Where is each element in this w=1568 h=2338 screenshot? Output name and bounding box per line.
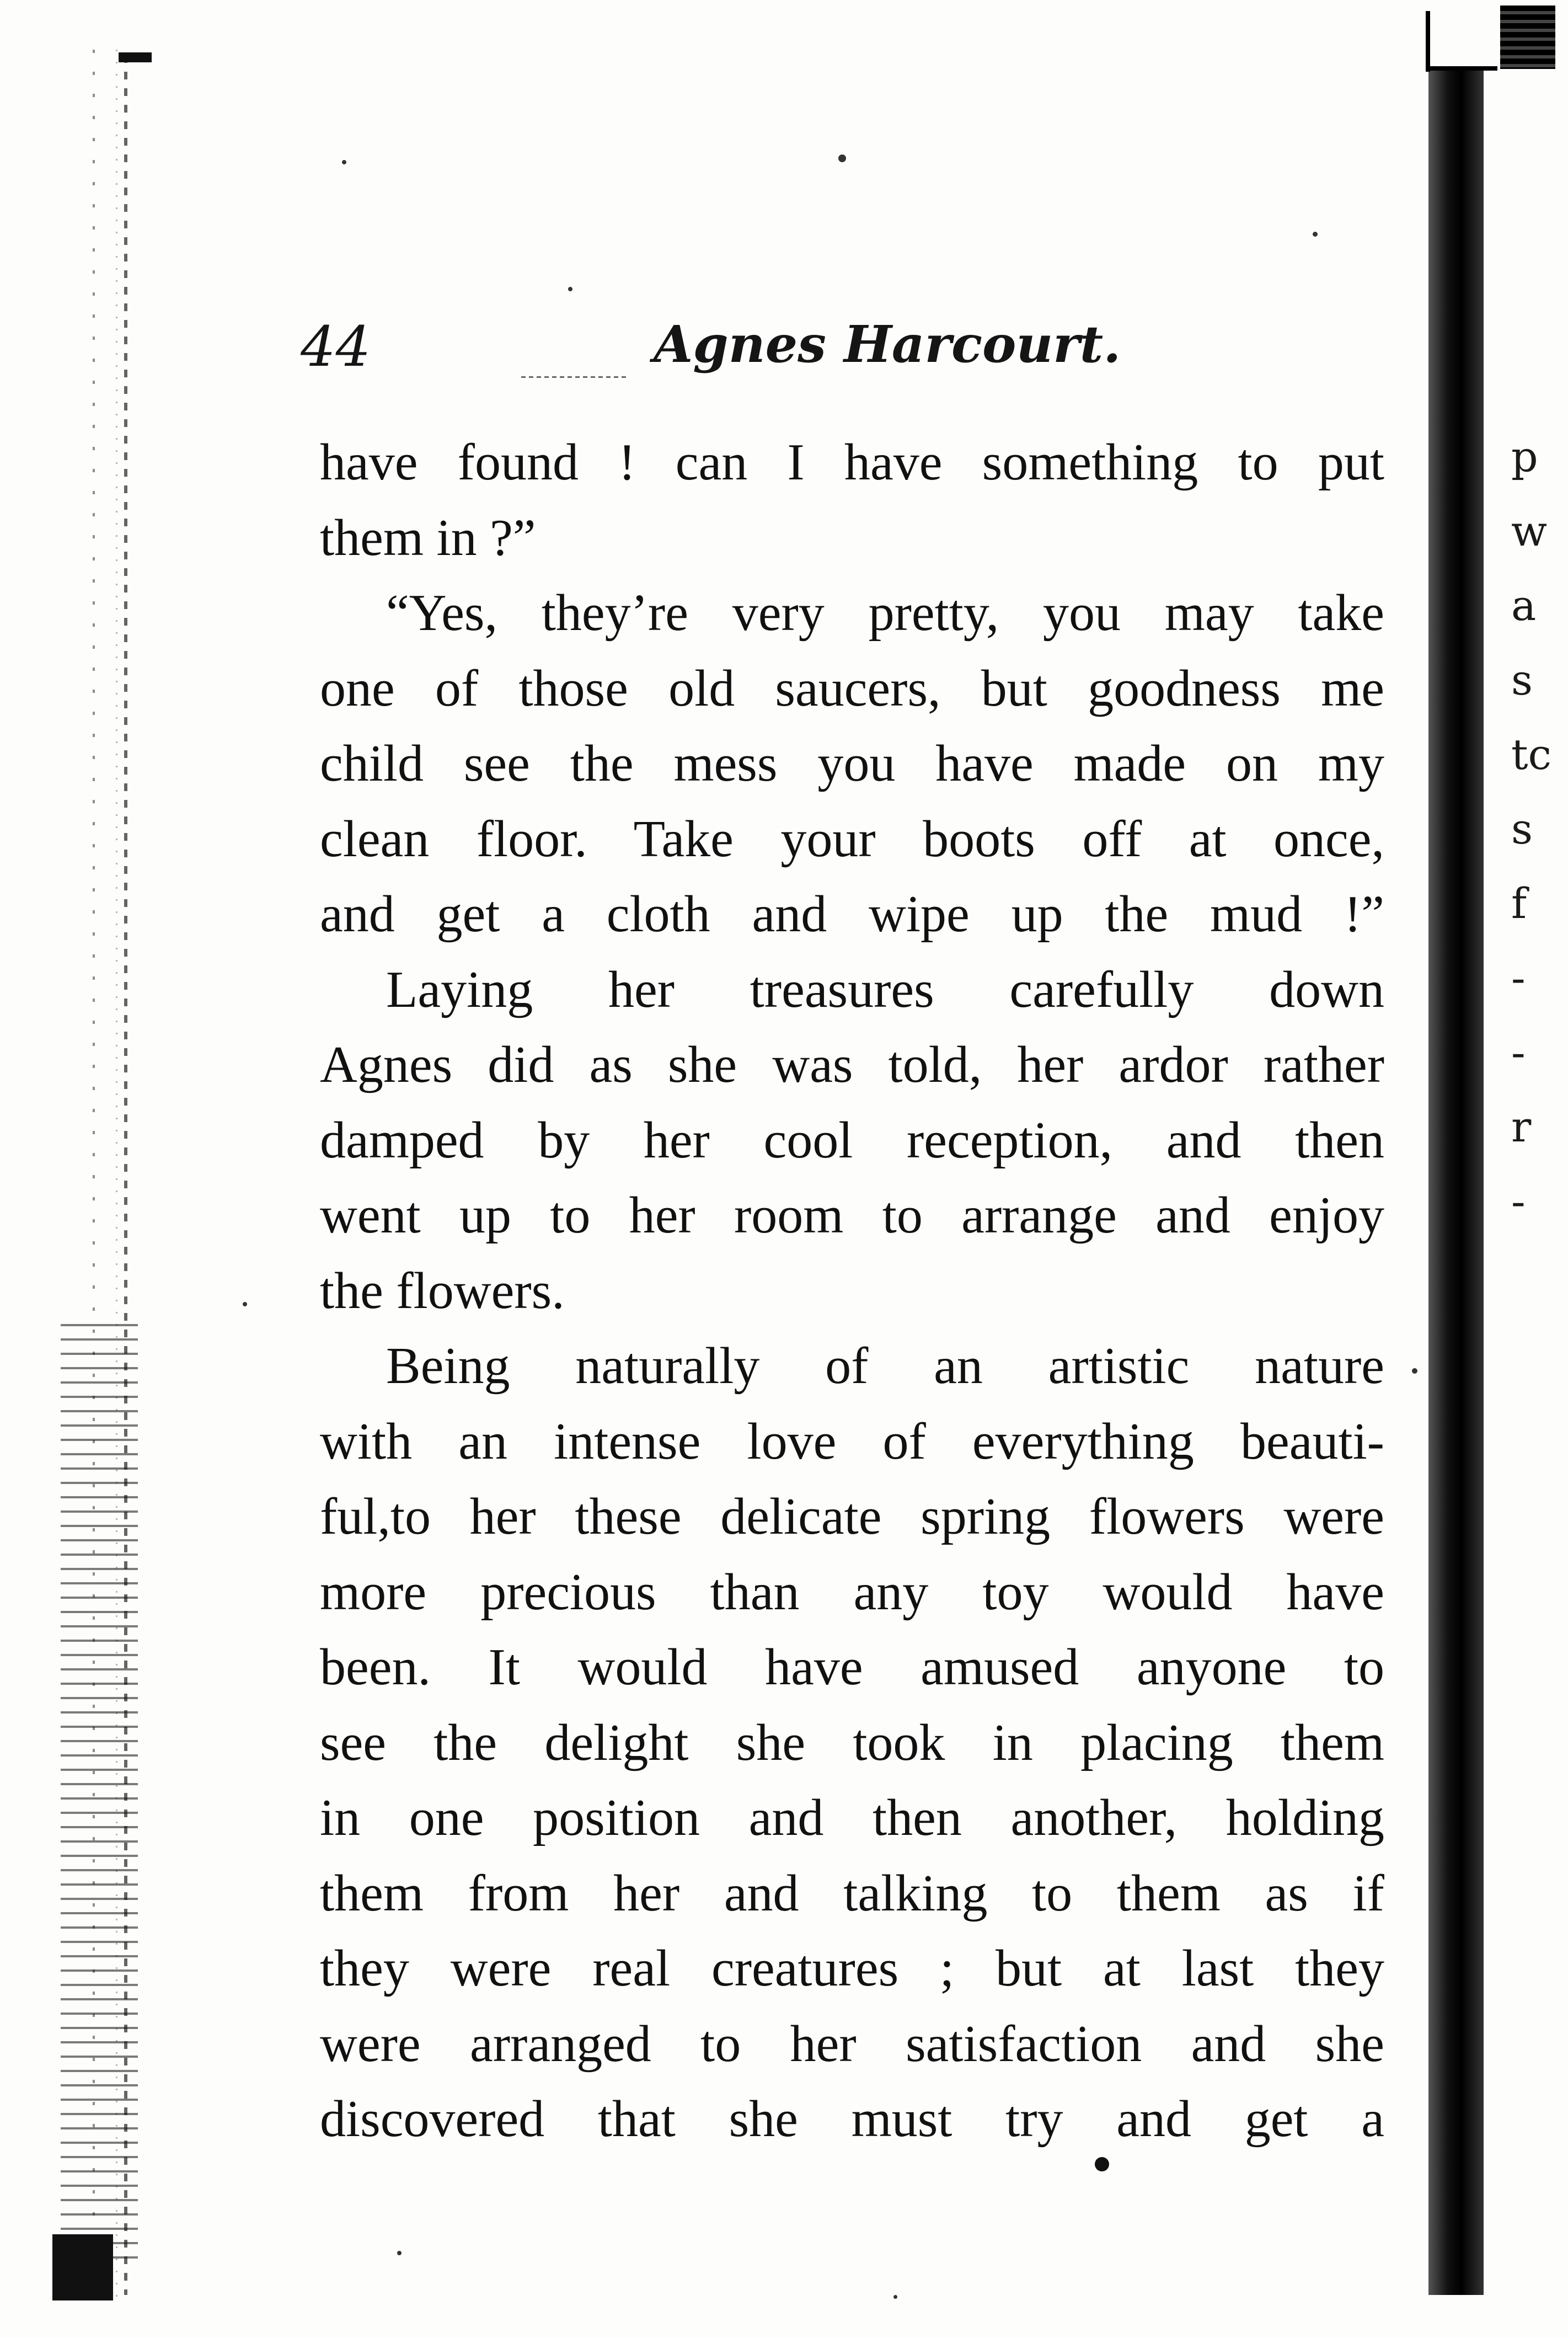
text-line: “Yes, they’re very pretty, you may take [386, 584, 1384, 642]
text-line: with an intense love of everything beauti- [320, 1412, 1384, 1470]
text-line: and get a cloth and wipe up the mud !” [320, 885, 1384, 943]
text-line: the flowers. [320, 1262, 565, 1320]
next-page-fragment-line: - [1511, 1028, 1526, 1077]
next-page-fragment [1511, 419, 1566, 1239]
text-line: Agnes did as she was told, her ardor rather [320, 1036, 1384, 1093]
gutter-top-line [1426, 11, 1430, 72]
text-line: they were real creatures ; but at last they [320, 1940, 1384, 1997]
next-page-fragment-line: tc [1511, 730, 1552, 779]
next-page-fragment-line: f [1511, 879, 1527, 928]
text-line: been. It would have amused anyone to [320, 1638, 1384, 1696]
ink-speck [893, 2295, 897, 2299]
page-number: 44 [301, 314, 371, 379]
gutter-top-bar [1426, 66, 1497, 71]
text-line: one of those old saucers, but goodness me [320, 659, 1384, 717]
body-text [320, 425, 1384, 2157]
next-page-fragment-line: a [1511, 581, 1537, 630]
ink-speck [342, 160, 346, 164]
scan-corner-mark [52, 2234, 113, 2300]
text-line: Laying her treasures carefully down [386, 960, 1384, 1018]
running-head: Agnes Harcourt. [654, 314, 1121, 374]
text-line: have found ! can I have something to put [320, 434, 1384, 491]
ink-speck [1412, 1368, 1417, 1374]
ink-speck [397, 2251, 402, 2255]
text-line: more precious than any toy would have [320, 1563, 1384, 1621]
ink-speck [568, 287, 572, 291]
text-line: discovered that she must try and get a [320, 2090, 1384, 2148]
text-line: damped by her cool reception, and then [320, 1111, 1384, 1169]
ink-speck [1313, 232, 1318, 237]
text-line: in one position and then another, holding [320, 1789, 1384, 1846]
next-page-fragment-line: p [1511, 432, 1538, 481]
next-page-fragment-line: - [1511, 1177, 1526, 1226]
text-line: clean floor. Take your boots off at once, [320, 810, 1384, 868]
ink-speck [1095, 2157, 1109, 2171]
text-line: went up to her room to arrange and enjoy [320, 1187, 1384, 1244]
next-page-fragment-line: s [1511, 804, 1533, 853]
text-line: ful,to her these delicate spring flowers were [320, 1488, 1384, 1545]
text-line: them in ?” [320, 509, 536, 567]
text-line: see the delight she took in placing them [320, 1714, 1384, 1771]
text-line: them from her and talking to them as if [320, 1864, 1384, 1922]
scan-top-mark [119, 52, 152, 62]
scan-top-right-block [1500, 6, 1555, 69]
ink-speck [243, 1302, 247, 1306]
next-page-fragment-line: - [1511, 953, 1526, 1002]
page-gutter-shadow [1428, 66, 1484, 2295]
text-line: Being naturally of an artistic nature [386, 1337, 1384, 1395]
text-line: were arranged to her satisfaction and she [320, 2015, 1384, 2073]
page-header [301, 314, 1128, 381]
text-line: child see the mess you have made on my [320, 735, 1384, 792]
next-page-fragment-line: s [1511, 655, 1533, 704]
binding-edge-marks [61, 1324, 138, 2262]
next-page-fragment-line: w [1511, 506, 1548, 556]
ink-speck [838, 154, 846, 162]
next-page-fragment-line: r [1511, 1102, 1532, 1151]
header-rule [521, 376, 626, 378]
